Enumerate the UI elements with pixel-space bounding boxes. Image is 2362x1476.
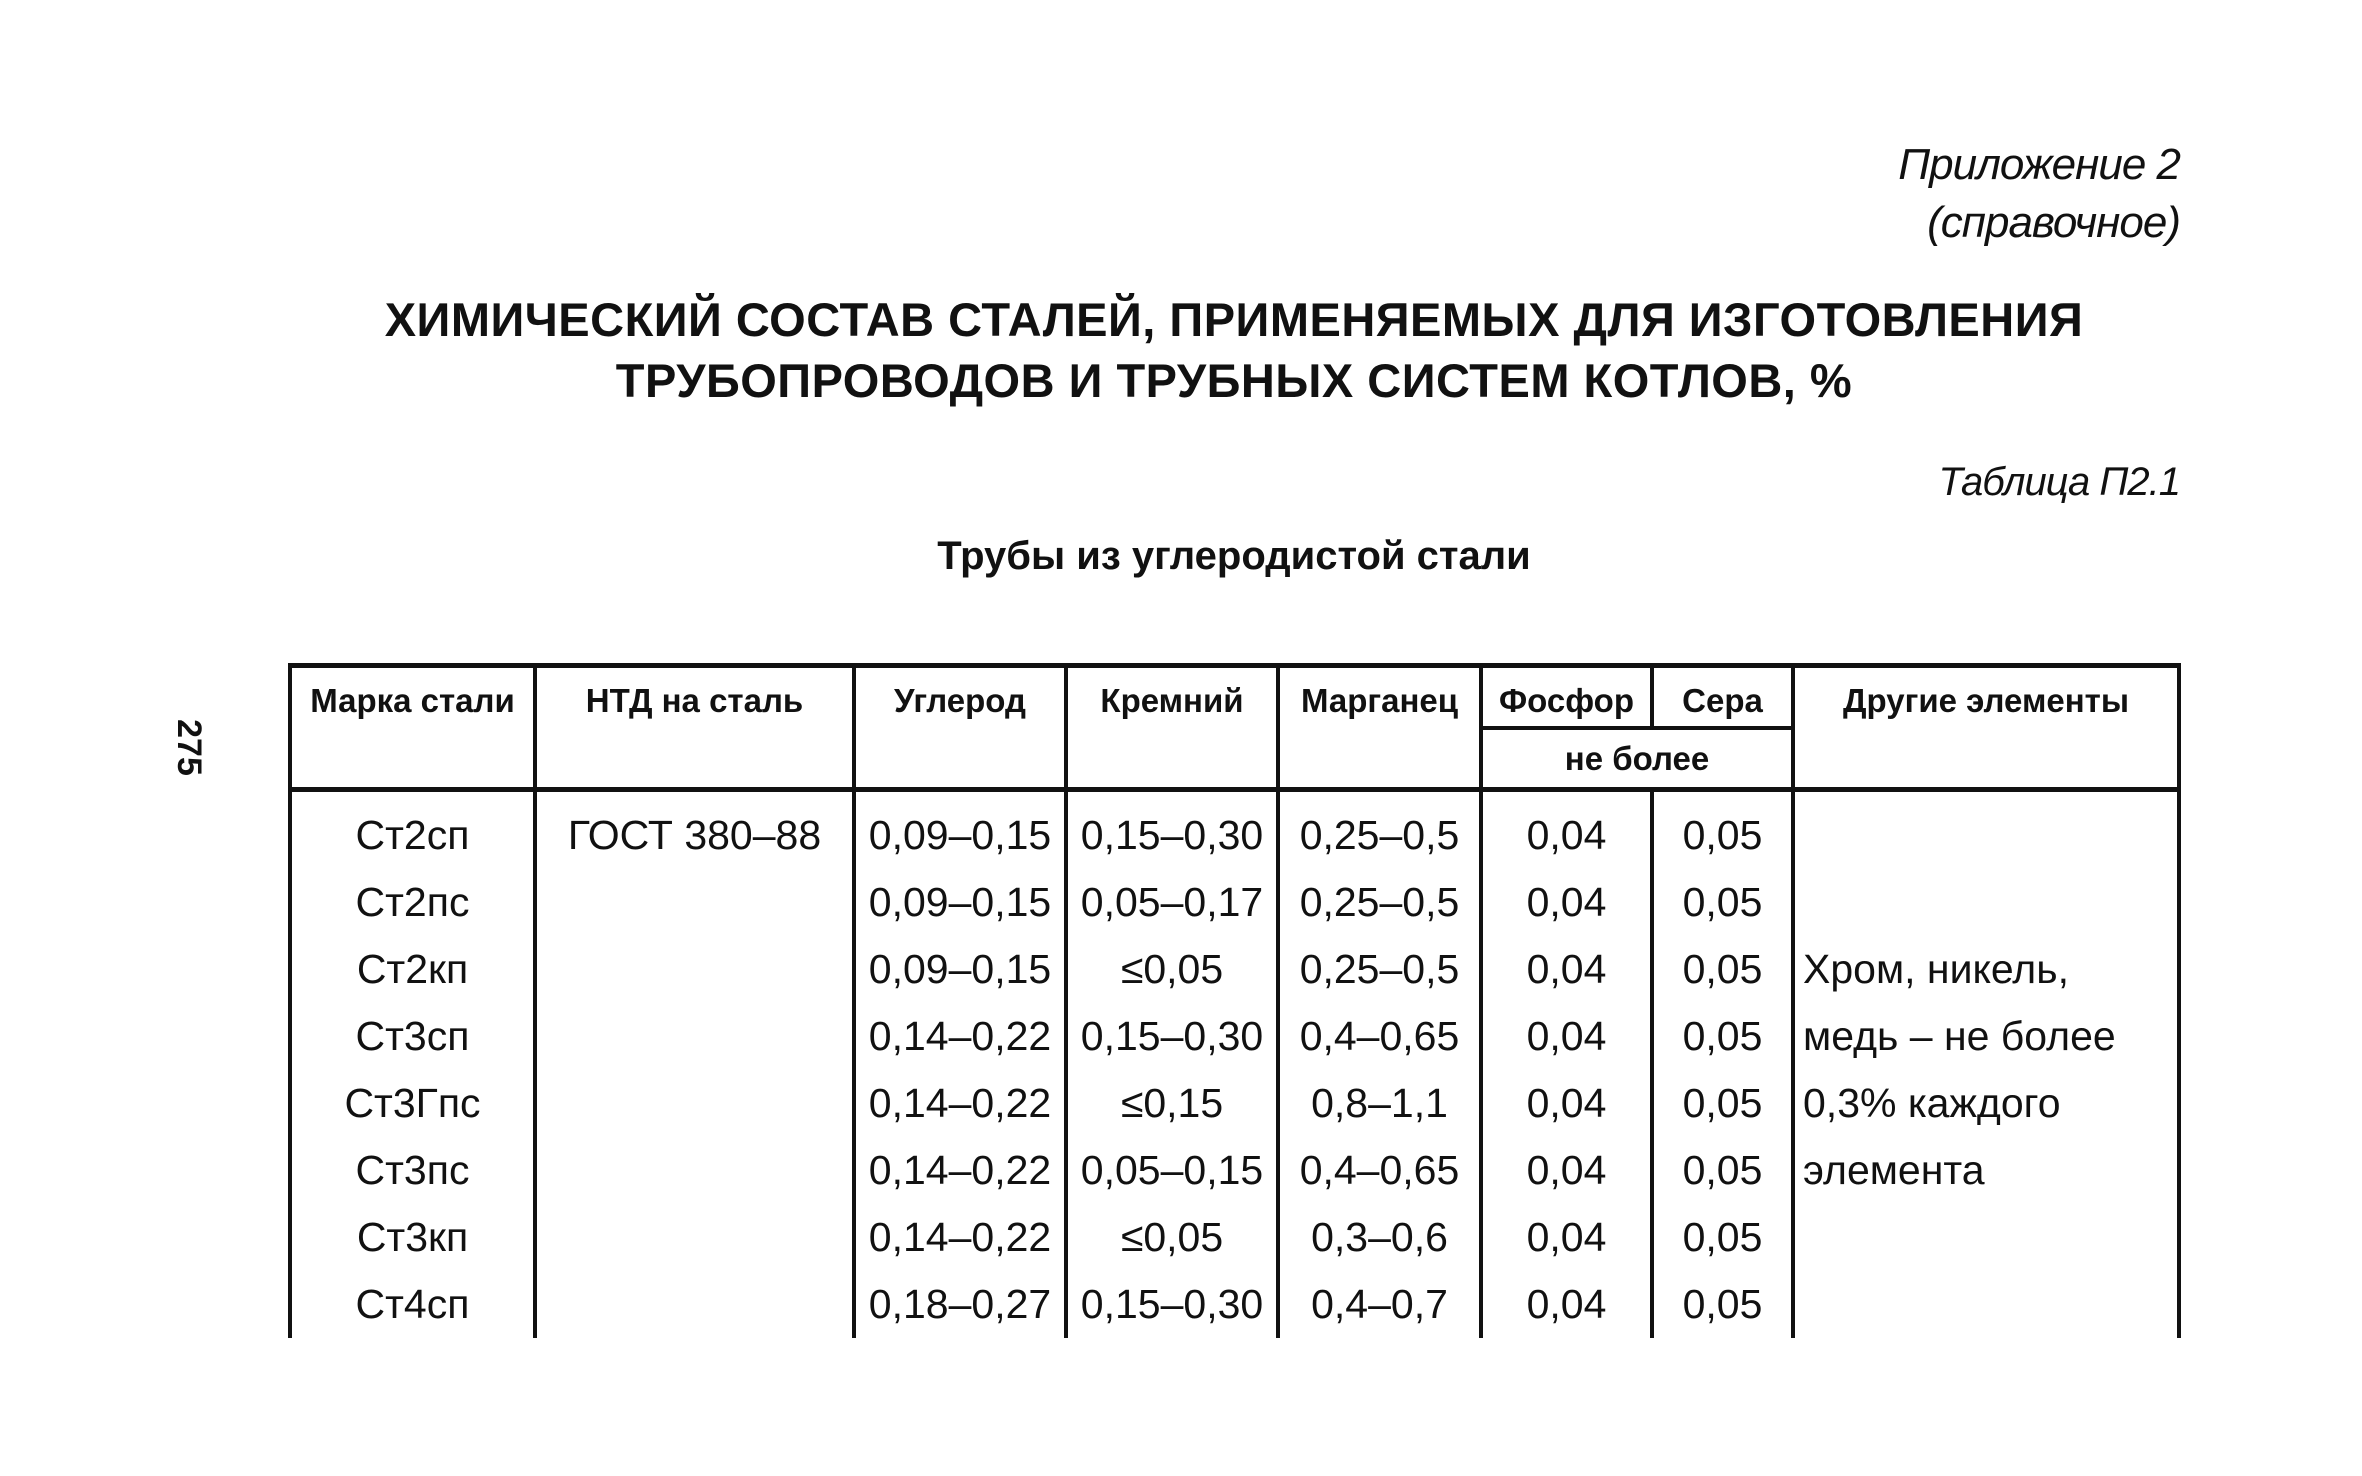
cell-silicon: 0,05–0,17 [1066,869,1278,936]
appendix-label: Приложение 2 [1898,140,2180,189]
cell-grade: Ст3кп [290,1204,535,1271]
table-row [290,1003,2179,1070]
header-phosphorus: Фосфор [1481,666,1652,728]
cell-grade: Ст2сп [290,790,535,870]
table-label: Таблица П2.1 [1938,460,2180,504]
cell-sulfur: 0,05 [1652,1204,1793,1271]
cell-silicon: ≤0,15 [1066,1070,1278,1137]
cell-other-elements [1793,869,2179,936]
cell-grade: Ст3Гпс [290,1070,535,1137]
cell-sulfur: 0,05 [1652,1271,1793,1338]
cell-grade: Ст3пс [290,1137,535,1204]
cell-other-elements: 0,3% каждого [1793,1070,2179,1137]
cell-carbon: 0,09–0,15 [854,936,1066,1003]
cell-standard [535,936,854,1003]
cell-carbon: 0,18–0,27 [854,1271,1066,1338]
cell-other-elements: Хром, никель, [1793,936,2179,1003]
cell-other-elements: медь – не более [1793,1003,2179,1070]
cell-standard: ГОСТ 380–88 [535,790,854,870]
header-sulfur: Сера [1652,666,1793,728]
header-manganese: Марганец [1278,666,1481,790]
document-title-line-2: ТРУБОПРОВОДОВ И ТРУБНЫХ СИСТЕМ КОТЛОВ, % [615,354,1853,407]
cell-carbon: 0,14–0,22 [854,1070,1066,1137]
cell-carbon: 0,09–0,15 [854,869,1066,936]
table-row [290,1070,2179,1137]
cell-grade: Ст3сп [290,1003,535,1070]
cell-other-elements [1793,1271,2179,1338]
cell-phosphorus: 0,04 [1481,869,1652,936]
cell-silicon: 0,15–0,30 [1066,790,1278,870]
appendix-note: (справочное) [1927,198,2180,247]
cell-carbon: 0,14–0,22 [854,1137,1066,1204]
cell-silicon: ≤0,05 [1066,936,1278,1003]
header-other-elements: Другие элементы [1793,666,2179,790]
cell-standard [535,1070,854,1137]
cell-standard [535,1003,854,1070]
cell-phosphorus: 0,04 [1481,1003,1652,1070]
cell-other-elements [1793,790,2179,870]
cell-phosphorus: 0,04 [1481,1070,1652,1137]
cell-carbon: 0,14–0,22 [854,1003,1066,1070]
cell-sulfur: 0,05 [1652,790,1793,870]
cell-manganese: 0,4–0,65 [1278,1137,1481,1204]
table-row [290,936,2179,1003]
cell-grade: Ст4сп [290,1271,535,1338]
cell-phosphorus: 0,04 [1481,790,1652,870]
cell-sulfur: 0,05 [1652,869,1793,936]
cell-manganese: 0,25–0,5 [1278,936,1481,1003]
header-standard: НТД на сталь [535,666,854,790]
cell-carbon: 0,14–0,22 [854,1204,1066,1271]
table-row [290,1204,2179,1271]
cell-silicon: 0,15–0,30 [1066,1271,1278,1338]
cell-phosphorus: 0,04 [1481,1204,1652,1271]
page-number: 275 [169,719,208,776]
cell-sulfur: 0,05 [1652,1003,1793,1070]
cell-manganese: 0,4–0,7 [1278,1271,1481,1338]
cell-other-elements [1793,1204,2179,1271]
table-subtitle: Трубы из углеродистой стали [937,534,1531,578]
cell-manganese: 0,4–0,65 [1278,1003,1481,1070]
cell-grade: Ст2кп [290,936,535,1003]
cell-standard [535,1204,854,1271]
document-title-line-1: ХИМИЧЕСКИЙ СОСТАВ СТАЛЕЙ, ПРИМЕНЯЕМЫХ ДЛЯ ИЗГОТОВЛЕНИЯ [384,293,2084,346]
cell-silicon: 0,15–0,30 [1066,1003,1278,1070]
table-row [290,869,2179,936]
table-row [290,1137,2179,1204]
cell-phosphorus: 0,04 [1481,1137,1652,1204]
cell-manganese: 0,3–0,6 [1278,1204,1481,1271]
cell-sulfur: 0,05 [1652,1070,1793,1137]
cell-manganese: 0,8–1,1 [1278,1070,1481,1137]
header-max-limit: не более [1564,739,1710,777]
table-row [290,1271,2179,1338]
cell-manganese: 0,25–0,5 [1278,869,1481,936]
cell-grade: Ст2пс [290,869,535,936]
cell-carbon: 0,09–0,15 [854,790,1066,870]
cell-standard [535,869,854,936]
cell-sulfur: 0,05 [1652,936,1793,1003]
cell-manganese: 0,25–0,5 [1278,790,1481,870]
chemical-composition-table [288,663,2181,1338]
table-row [290,790,2179,870]
header-carbon: Углерод [854,666,1066,790]
cell-phosphorus: 0,04 [1481,936,1652,1003]
header-silicon: Кремний [1066,666,1278,790]
cell-phosphorus: 0,04 [1481,1271,1652,1338]
cell-other-elements: элемента [1793,1137,2179,1204]
cell-silicon: ≤0,05 [1066,1204,1278,1271]
header-grade: Марка стали [290,666,535,790]
cell-sulfur: 0,05 [1652,1137,1793,1204]
cell-standard [535,1271,854,1338]
cell-standard [535,1137,854,1204]
cell-silicon: 0,05–0,15 [1066,1137,1278,1204]
